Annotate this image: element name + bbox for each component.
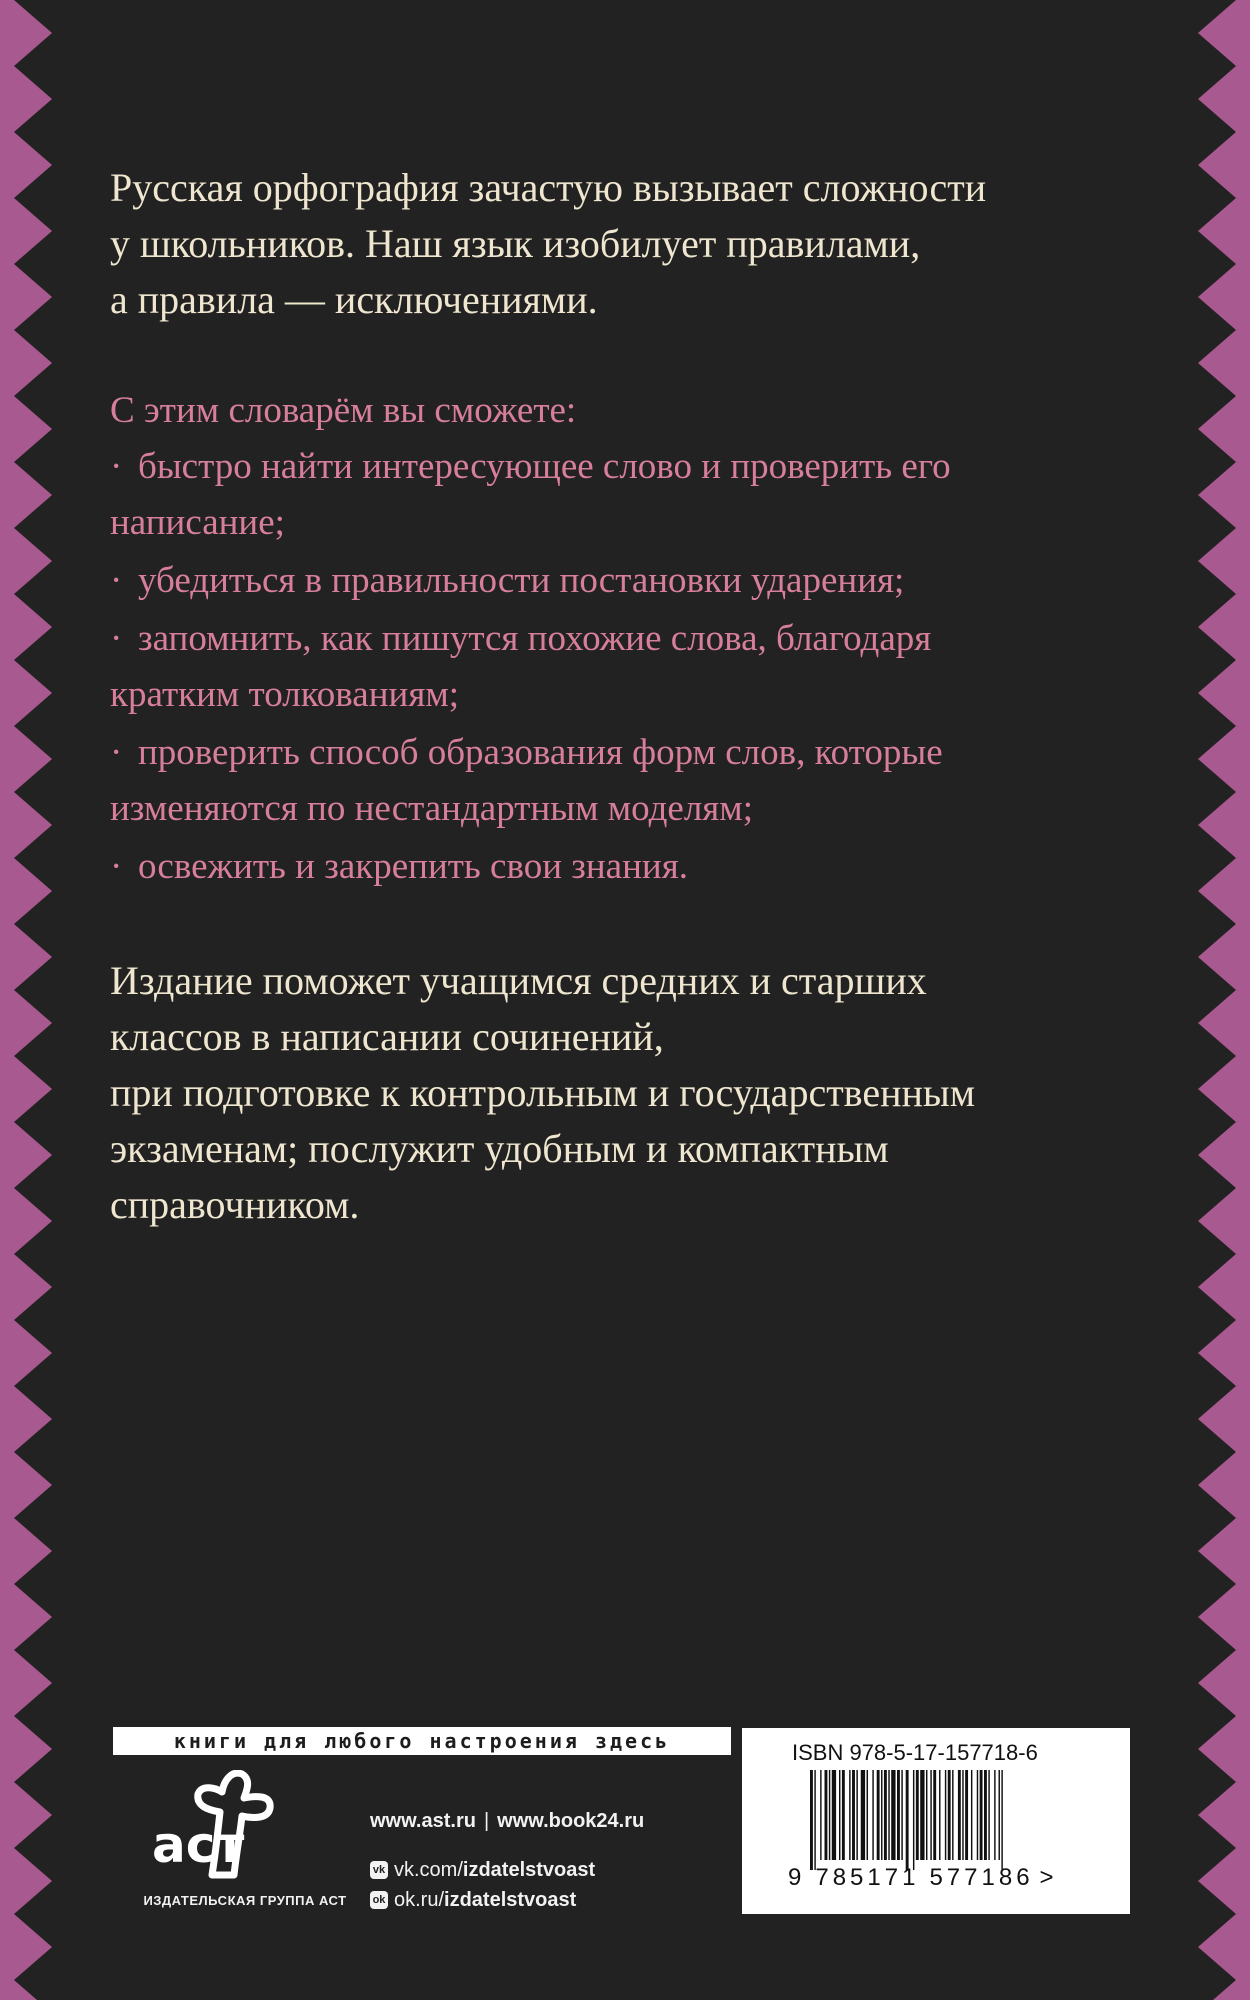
barcode-bar xyxy=(1001,1770,1002,1870)
back-cover-text xyxy=(110,160,1070,1233)
barcode-bar xyxy=(839,1770,840,1860)
barcode-digits xyxy=(788,1864,1058,1892)
barcode-bar xyxy=(977,1770,978,1860)
bullet: · xyxy=(110,446,123,487)
barcode-bar xyxy=(849,1770,850,1860)
barcode-bar xyxy=(945,1770,946,1860)
barcode-bar xyxy=(820,1770,821,1860)
feature-text: убедиться в правильности постановки ударения; xyxy=(138,560,905,601)
website-links xyxy=(370,1810,644,1833)
barcode-bar xyxy=(877,1770,880,1860)
isbn-number: ISBN 978-5-17-157718-6 xyxy=(792,1740,1038,1765)
barcode-bar xyxy=(867,1770,868,1860)
feature-item xyxy=(110,553,1070,609)
barcode-bar xyxy=(814,1770,815,1870)
right-zigzag-border xyxy=(1190,0,1250,2000)
zigzag-shape xyxy=(0,0,52,2000)
bullet: · xyxy=(110,560,123,601)
barcode-bar xyxy=(939,1770,940,1860)
publisher-links xyxy=(370,1810,644,1915)
barcode-bar xyxy=(810,1770,813,1870)
site-link-ast[interactable]: www.ast.ru xyxy=(370,1810,476,1832)
barcode-bar xyxy=(962,1770,963,1860)
barcode-box xyxy=(742,1728,1130,1914)
feature-item xyxy=(110,839,1070,895)
ok-handle: izdatelstvoast xyxy=(444,1888,577,1911)
barcode-bar xyxy=(999,1770,1000,1860)
barcode-bar xyxy=(884,1770,887,1860)
barcode-bar xyxy=(842,1770,845,1860)
vk-prefix: vk.com/ xyxy=(394,1858,463,1881)
features-lead: С этим словарём вы сможете: xyxy=(110,390,577,431)
barcode-bar xyxy=(891,1770,895,1860)
barcode-bar xyxy=(971,1770,972,1860)
feature-item xyxy=(110,611,1070,723)
barcode-bar xyxy=(901,1770,902,1860)
site-link-book24[interactable]: www.book24.ru xyxy=(497,1810,645,1832)
barcode-bar xyxy=(965,1770,968,1860)
barcode-digits-left: 785171 xyxy=(815,1864,920,1891)
barcode-bar xyxy=(948,1770,951,1860)
intro-paragraph: Русская орфография зачастую вызывает сложности у школьников. Наш язык изобилует правилами, а правила — исключениями. xyxy=(110,165,987,322)
link-separator: | xyxy=(483,1810,490,1832)
barcode-bar xyxy=(825,1770,828,1860)
barcode-bars xyxy=(810,1770,1062,1870)
barcode-bar xyxy=(984,1770,987,1860)
feature-item xyxy=(110,439,1070,551)
barcode-bar xyxy=(856,1770,857,1860)
barcode-bar xyxy=(916,1770,919,1860)
barcode-bar xyxy=(861,1770,865,1860)
feature-item xyxy=(110,725,1070,837)
barcode-bar xyxy=(888,1770,889,1860)
barcode-bar xyxy=(933,1770,936,1860)
logo-letters: аст xyxy=(152,1816,245,1874)
ok-link[interactable] xyxy=(370,1885,644,1915)
features-list xyxy=(110,439,1070,895)
barcode-bar xyxy=(988,1770,989,1860)
ast-logo xyxy=(150,1770,320,1880)
barcode-bar xyxy=(980,1770,983,1860)
feature-text: проверить способ образования форм слов, которые изменяются по нестандартным моделям; xyxy=(110,732,943,829)
barcode-bar xyxy=(897,1770,900,1860)
bullet: · xyxy=(110,732,123,773)
barcode-bar xyxy=(926,1770,927,1860)
barcode-bar xyxy=(930,1770,931,1860)
zigzag-shape xyxy=(1198,0,1250,2000)
feature-text: быстро найти интересующее слово и проверить его написание; xyxy=(110,446,951,543)
tagline-bar: книги для любого настроения здесь xyxy=(113,1727,731,1755)
barcode-bar xyxy=(958,1770,961,1860)
bullet: · xyxy=(110,846,123,887)
ok-prefix: ok.ru/ xyxy=(394,1888,445,1911)
vk-link[interactable] xyxy=(370,1855,644,1885)
barcode-bar xyxy=(832,1770,836,1860)
barcode-bar xyxy=(906,1770,909,1870)
ast-logo-icon xyxy=(150,1770,320,1880)
barcode-bar xyxy=(913,1770,914,1870)
bullet: · xyxy=(110,618,123,659)
features-block xyxy=(110,383,1070,895)
barcode-digit-first: 9 xyxy=(788,1864,806,1891)
left-zigzag-border xyxy=(0,0,60,2000)
barcode-bar xyxy=(920,1770,924,1860)
barcode-bar xyxy=(881,1770,882,1860)
closing-paragraph: Издание поможет учащимся средних и старших классов в написании сочинений, при подготовке к контрольным и государственным экзаменам; послужит удобным и компактным справочником. xyxy=(110,958,976,1227)
feature-text: запомнить, как пишутся похожие слова, благодаря кратким толкованиям; xyxy=(110,618,932,715)
barcode-bar xyxy=(829,1770,830,1860)
ok-icon: ok xyxy=(370,1891,388,1909)
vk-icon: vk xyxy=(370,1861,388,1879)
barcode-bar xyxy=(952,1770,953,1860)
barcode-digits-right: 577186 xyxy=(929,1864,1034,1891)
barcode-bar xyxy=(852,1770,855,1860)
barcode-bar xyxy=(872,1770,873,1860)
barcode-arrow: > xyxy=(1039,1864,1058,1891)
publisher-name: ИЗДАТЕЛЬСКАЯ ГРУППА АСТ xyxy=(143,1893,347,1908)
vk-handle: izdatelstvoast xyxy=(462,1858,596,1881)
feature-text: освежить и закрепить свои знания. xyxy=(138,846,688,887)
barcode-bar xyxy=(994,1770,995,1860)
